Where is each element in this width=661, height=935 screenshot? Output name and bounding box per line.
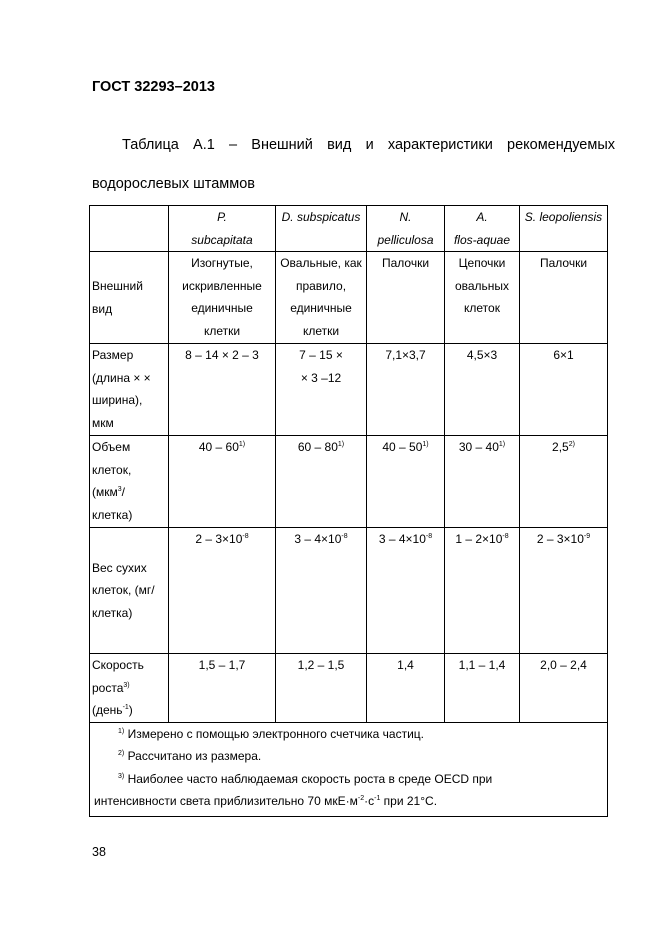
table-row-dry-weight <box>90 528 608 654</box>
cell-growth-3: 1,4 <box>367 654 445 723</box>
cell-size-5: 6×1 <box>520 344 608 436</box>
footnote-1: $^{1)}$ Измерено с помощью электронного счетчика частиц. <box>118 726 424 741</box>
cell-appearance-2: Овальные, как правило, единичные клетки <box>276 252 367 344</box>
row-label-growth-rate: Скорость роста$^{3)}$ (день$^{-1}$) <box>90 654 169 723</box>
cell-size-3: 7,1×3,7 <box>367 344 445 436</box>
table-row-appearance <box>90 252 608 344</box>
cell-appearance-4: Цепочки овальных клеток <box>445 252 520 344</box>
page-number: 38 <box>92 845 106 859</box>
cell-size-4: 4,5×3 <box>445 344 520 436</box>
footnote-3: $^{3)}$ Наиболее часто наблюдаемая скорость роста в среде OECD при <box>118 771 493 786</box>
footnote-2: $^{2)}$ Рассчитано из размера. <box>118 749 262 763</box>
cell-volume-2: 60 – 80$^{1)}$ <box>276 436 367 528</box>
column-header-n-pelliculosa: N. pelliculosa <box>367 206 445 252</box>
column-header-d-subspicatus: D. subspicatus <box>276 206 367 252</box>
cell-dry-weight-4: $1 - 2\times 10^{-8}$ <box>445 528 520 654</box>
cell-dry-weight-1: $2 - 3\times 10^{-8}$ <box>169 528 276 654</box>
cell-size-2: 7 – 15 × × 3 –12 <box>276 344 367 436</box>
cell-volume-1: 40 – 60$^{1)}$ <box>169 436 276 528</box>
cell-growth-2: 1,2 – 1,5 <box>276 654 367 723</box>
cell-dry-weight-2: $3 - 4\times 10^{-8}$ <box>276 528 367 654</box>
table-footnotes <box>90 722 608 816</box>
row-label-dry-weight: Вес сухих клеток, (мг/ клетка) <box>90 528 169 654</box>
cell-growth-4: 1,1 – 1,4 <box>445 654 520 723</box>
table-footnotes-row <box>90 722 608 816</box>
cell-volume-4: 30 – 40$^{1)}$ <box>445 436 520 528</box>
cell-volume-5: 2,5$^{2)}$ <box>520 436 608 528</box>
cell-appearance-3: Палочки <box>367 252 445 344</box>
column-header-a-flos-aquae: A. flos-aquae <box>445 206 520 252</box>
column-header-p-subcapitata: P. subcapitata <box>169 206 276 252</box>
header-corner-cell <box>90 206 169 252</box>
algae-strains-table <box>89 205 608 817</box>
table-caption-line-2: водорослевых штаммов <box>92 176 255 192</box>
cell-growth-5: 2,0 – 2,4 <box>520 654 608 723</box>
table-row-size <box>90 344 608 436</box>
table-row-volume <box>90 436 608 528</box>
cell-volume-3: 40 – 50$^{1)}$ <box>367 436 445 528</box>
row-label-size: Размер (длина × × ширина), мкм <box>90 344 169 436</box>
table-caption-line-1: Таблица А.1 – Внешний вид и характеристики рекомендуемых <box>122 137 615 153</box>
cell-appearance-5: Палочки <box>520 252 608 344</box>
cell-dry-weight-3: $3 - 4\times 10^{-8}$ <box>367 528 445 654</box>
cell-dry-weight-5: $2 - 3\times 10^{-9}$ <box>520 528 608 654</box>
document-code: ГОСТ 32293–2013 <box>92 79 215 95</box>
row-label-appearance: Внешний вид <box>90 252 169 344</box>
column-header-s-leopoliensis: S. leopoliensis <box>520 206 608 252</box>
cell-growth-1: 1,5 – 1,7 <box>169 654 276 723</box>
footnote-3-continuation: интенсивности света приблизительно 70 $мкЕ\cdot м^{-2}\cdot с^{-1}$ при 21°С. <box>94 794 438 808</box>
cell-appearance-1: Изогнутые, искривленные единичные клетки <box>169 252 276 344</box>
table-row-growth-rate <box>90 654 608 723</box>
row-label-volume: Объем клеток, (мкм$^3$/ клетка) <box>90 436 169 528</box>
cell-size-1: 8 – 14 × 2 – 3 <box>169 344 276 436</box>
table-header-row <box>90 206 608 252</box>
